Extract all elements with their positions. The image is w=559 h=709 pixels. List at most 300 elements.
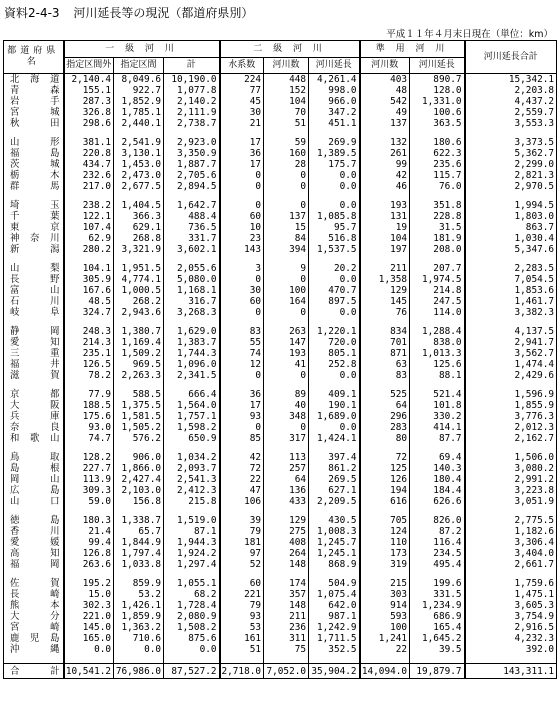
prefecture-name: 京都 — [4, 389, 64, 400]
table-cell: 381.1 — [64, 137, 114, 148]
spacer-cell — [264, 507, 309, 515]
table-row — [4, 148, 557, 159]
table-row — [4, 622, 557, 633]
table-cell: 195.2 — [64, 578, 114, 589]
table-cell: 414.1 — [410, 422, 465, 433]
table-cell: 3,051.9 — [465, 496, 557, 507]
table-cell: 63 — [360, 359, 410, 370]
spacer-cell — [4, 381, 64, 389]
table-cell: 115.7 — [410, 170, 465, 181]
table-cell: 2,916.5 — [465, 622, 557, 633]
table-cell: 269.5 — [309, 474, 360, 485]
table-cell: 7,052.0 — [264, 664, 309, 679]
table-cell: 19,879.7 — [410, 664, 465, 679]
table-cell: 1,338.7 — [114, 515, 164, 526]
table-cell: 0 — [220, 181, 264, 192]
table-cell: 42 — [220, 452, 264, 463]
table-cell: 1,389.5 — [309, 148, 360, 159]
prefecture-name: 滋賀 — [4, 370, 64, 381]
table-cell: 23 — [220, 233, 264, 244]
table-cell: 351.8 — [410, 200, 465, 211]
table-cell: 87,527.2 — [164, 664, 220, 679]
table-cell: 720.0 — [309, 337, 360, 348]
table-cell: 126.5 — [64, 359, 114, 370]
table-cell: 0 — [264, 170, 309, 181]
prefecture-name: 山口 — [4, 496, 64, 507]
table-cell: 626.6 — [410, 496, 465, 507]
table-row — [4, 170, 557, 181]
table-cell: 28 — [264, 159, 309, 170]
table-cell: 125.6 — [410, 359, 465, 370]
spacer-cell — [64, 381, 114, 389]
table-row — [4, 633, 557, 644]
table-cell: 129 — [264, 515, 309, 526]
table-cell: 1,426.1 — [114, 600, 164, 611]
prefecture-name: 三重 — [4, 348, 64, 359]
table-cell: 1,759.6 — [465, 578, 557, 589]
spacer-cell — [114, 570, 164, 578]
table-cell: 1,008.3 — [309, 526, 360, 537]
spacer-cell — [220, 507, 264, 515]
table-cell: 83 — [220, 326, 264, 337]
table-cell: 650.9 — [164, 433, 220, 444]
table-cell: 283 — [360, 422, 410, 433]
table-row — [4, 222, 557, 233]
table-cell: 1,033.8 — [114, 559, 164, 570]
table-cell: 2,427.4 — [114, 474, 164, 485]
table-cell: 107.4 — [64, 222, 114, 233]
table-cell: 268.2 — [114, 296, 164, 307]
document-title-text: 河川延長等の現況（都道府県別） — [73, 6, 254, 20]
table-cell: 199.6 — [410, 578, 465, 589]
table-cell: 2,209.5 — [309, 496, 360, 507]
table-cell: 2,775.5 — [465, 515, 557, 526]
table-cell: 15 — [264, 222, 309, 233]
table-cell: 2,111.9 — [164, 107, 220, 118]
table-cell: 0 — [220, 170, 264, 181]
prefecture-name: 徳島 — [4, 515, 64, 526]
table-cell: 1,169.4 — [114, 337, 164, 348]
spacer-cell — [410, 444, 465, 452]
table-cell: 221.0 — [64, 611, 114, 622]
spacer-cell — [465, 507, 557, 515]
table-cell: 30 — [220, 107, 264, 118]
table-row — [4, 515, 557, 526]
table-cell: 1,785.1 — [114, 107, 164, 118]
group-spacer — [4, 129, 557, 137]
table-cell: 51 — [264, 118, 309, 129]
table-cell: 1,581.5 — [114, 411, 164, 422]
table-cell: 4,137.5 — [465, 326, 557, 337]
table-row — [4, 263, 557, 274]
table-cell: 76.0 — [410, 181, 465, 192]
table-row — [4, 107, 557, 118]
table-cell: 616 — [360, 496, 410, 507]
spacer-cell — [64, 655, 114, 664]
header-class2: 二 級 河 川 — [220, 41, 360, 58]
spacer-cell — [360, 381, 410, 389]
table-cell: 2,821.3 — [465, 170, 557, 181]
spacer-cell — [264, 444, 309, 452]
table-cell: 126.8 — [64, 548, 114, 559]
table-cell: 180.4 — [410, 474, 465, 485]
table-cell: 161 — [220, 633, 264, 644]
spacer-cell — [114, 655, 164, 664]
table-cell: 2,162.7 — [465, 433, 557, 444]
table-row — [4, 452, 557, 463]
table-cell: 397.4 — [309, 452, 360, 463]
spacer-cell — [64, 129, 114, 137]
table-cell: 214.3 — [64, 337, 114, 348]
table-cell: 137 — [264, 211, 309, 222]
table-cell: 1,853.6 — [465, 285, 557, 296]
prefecture-name: 新潟 — [4, 244, 64, 255]
table-cell: 3,754.9 — [465, 611, 557, 622]
table-cell: 366.3 — [114, 211, 164, 222]
table-cell: 331.7 — [164, 233, 220, 244]
table-cell: 1,757.1 — [164, 411, 220, 422]
table-cell: 70 — [264, 107, 309, 118]
table-cell: 211 — [360, 263, 410, 274]
spacer-cell — [4, 444, 64, 452]
header-river-count: 河川数 — [264, 58, 309, 74]
table-cell: 2,103.0 — [114, 485, 164, 496]
table-cell: 174 — [264, 578, 309, 589]
prefecture-name: 神奈川 — [4, 233, 64, 244]
spacer-cell — [465, 570, 557, 578]
table-cell: 1,234.9 — [410, 600, 465, 611]
spacer-cell — [465, 192, 557, 200]
spacer-cell — [114, 444, 164, 452]
table-cell: 1,797.4 — [114, 548, 164, 559]
table-cell: 3,602.1 — [164, 244, 220, 255]
spacer-cell — [164, 381, 220, 389]
table-cell: 1,030.4 — [465, 233, 557, 244]
table-cell: 143 — [220, 244, 264, 255]
table-cell: 165.4 — [410, 622, 465, 633]
table-cell: 1,297.4 — [164, 559, 220, 570]
spacer-cell — [4, 570, 64, 578]
table-cell: 2,923.0 — [164, 137, 220, 148]
document-title — [4, 4, 253, 21]
table-row — [4, 474, 557, 485]
prefecture-name: 岐阜 — [4, 307, 64, 318]
table-cell: 263 — [264, 326, 309, 337]
table-cell: 128.2 — [64, 452, 114, 463]
table-cell: 451.1 — [309, 118, 360, 129]
table-cell: 75 — [264, 644, 309, 655]
table-cell: 2,055.6 — [164, 263, 220, 274]
table-cell: 1,077.8 — [164, 85, 220, 96]
table-row — [4, 118, 557, 129]
table-cell: 20.2 — [309, 263, 360, 274]
table-cell: 248.3 — [64, 326, 114, 337]
spacer-cell — [465, 255, 557, 263]
spacer-cell — [114, 192, 164, 200]
table-cell: 348 — [264, 411, 309, 422]
prefecture-name: 福島 — [4, 148, 64, 159]
table-cell: 309.3 — [64, 485, 114, 496]
table-cell: 838.0 — [410, 337, 465, 348]
table-cell: 252.8 — [309, 359, 360, 370]
spacer-cell — [114, 318, 164, 326]
table-cell: 861.2 — [309, 463, 360, 474]
document-number: 資料2-4-3 — [4, 6, 60, 20]
table-cell: 193 — [360, 200, 410, 211]
table-cell: 1,034.2 — [164, 452, 220, 463]
table-cell: 0 — [264, 181, 309, 192]
table-cell: 408 — [264, 537, 309, 548]
prefecture-name: 鳥取 — [4, 452, 64, 463]
table-row — [4, 422, 557, 433]
table-cell: 85 — [220, 433, 264, 444]
spacer-cell — [360, 655, 410, 664]
spacer-cell — [220, 129, 264, 137]
table-cell: 1,220.1 — [309, 326, 360, 337]
table-cell: 0.0 — [309, 200, 360, 211]
table-cell: 100 — [360, 622, 410, 633]
table-cell: 3,268.3 — [164, 307, 220, 318]
table-cell: 1,598.2 — [164, 422, 220, 433]
spacer-cell — [4, 192, 64, 200]
table-cell: 317 — [264, 433, 309, 444]
table-cell: 30 — [220, 285, 264, 296]
table-cell: 164 — [264, 296, 309, 307]
table-cell: 235.6 — [410, 159, 465, 170]
group-spacer — [4, 255, 557, 263]
table-cell: 152 — [264, 85, 309, 96]
table-cell: 409.1 — [309, 389, 360, 400]
table-cell: 0.0 — [309, 370, 360, 381]
table-cell: 736.5 — [164, 222, 220, 233]
table-cell: 969.5 — [114, 359, 164, 370]
table-cell: 80 — [360, 433, 410, 444]
prefecture-name: 愛知 — [4, 337, 64, 348]
table-cell: 1,564.0 — [164, 400, 220, 411]
table-cell: 805.1 — [309, 348, 360, 359]
table-cell: 268.8 — [114, 233, 164, 244]
spacer-cell — [264, 129, 309, 137]
table-cell: 686.9 — [410, 611, 465, 622]
spacer-cell — [465, 444, 557, 452]
table-cell: 627.1 — [309, 485, 360, 496]
table-cell: 87.7 — [410, 433, 465, 444]
table-row — [4, 526, 557, 537]
prefecture-name: 岩手 — [4, 96, 64, 107]
prefecture-name: 兵庫 — [4, 411, 64, 422]
table-cell: 101.8 — [410, 400, 465, 411]
prefecture-name: 群馬 — [4, 181, 64, 192]
table-cell: 148 — [264, 559, 309, 570]
table-cell: 0 — [264, 307, 309, 318]
table-cell: 184.4 — [410, 485, 465, 496]
table-cell: 3,553.3 — [465, 118, 557, 129]
prefecture-name: 長野 — [4, 274, 64, 285]
table-cell: 132 — [360, 137, 410, 148]
spacer-cell — [360, 570, 410, 578]
spacer-cell — [309, 129, 360, 137]
table-cell: 129 — [360, 285, 410, 296]
spacer-cell — [360, 507, 410, 515]
table-cell: 53.2 — [114, 589, 164, 600]
spacer-cell — [164, 570, 220, 578]
table-cell: 363.5 — [410, 118, 465, 129]
table-cell: 4,261.4 — [309, 74, 360, 86]
header-subtotal: 計 — [164, 58, 220, 74]
spacer-cell — [410, 255, 465, 263]
spacer-cell — [309, 381, 360, 389]
table-cell: 15,342.1 — [465, 74, 557, 86]
table-cell: 64 — [360, 400, 410, 411]
prefecture-name: 福岡 — [4, 559, 64, 570]
table-cell: 588.5 — [114, 389, 164, 400]
table-cell: 871 — [360, 348, 410, 359]
header-total: 河川延長合計 — [465, 41, 557, 74]
table-cell: 470.7 — [309, 285, 360, 296]
table-cell: 2,559.7 — [465, 107, 557, 118]
spacer-cell — [264, 255, 309, 263]
spacer-cell — [4, 318, 64, 326]
table-row — [4, 359, 557, 370]
table-row — [4, 326, 557, 337]
table-cell: 208.0 — [410, 244, 465, 255]
table-cell: 220.8 — [64, 148, 114, 159]
table-cell: 2,894.5 — [164, 181, 220, 192]
prefecture-name: 広島 — [4, 485, 64, 496]
table-cell: 1,866.0 — [114, 463, 164, 474]
table-cell: 227.7 — [64, 463, 114, 474]
prefecture-name: 佐賀 — [4, 578, 64, 589]
table-cell: 1,994.5 — [465, 200, 557, 211]
prefecture-name: 栃木 — [4, 170, 64, 181]
spacer-cell — [64, 255, 114, 263]
table-cell: 331.5 — [410, 589, 465, 600]
spacer-cell — [465, 318, 557, 326]
table-cell: 701 — [360, 337, 410, 348]
table-cell: 1,000.5 — [114, 285, 164, 296]
table-cell: 593 — [360, 611, 410, 622]
table-cell: 0 — [220, 307, 264, 318]
group-spacer — [4, 570, 557, 578]
table-cell: 104 — [264, 96, 309, 107]
spacer-cell — [4, 129, 64, 137]
table-cell: 2,093.7 — [164, 463, 220, 474]
table-cell: 1,331.0 — [410, 96, 465, 107]
table-cell: 3,321.9 — [114, 244, 164, 255]
table-row — [4, 400, 557, 411]
spacer-cell — [410, 655, 465, 664]
table-cell: 1,859.9 — [114, 611, 164, 622]
spacer-cell — [360, 255, 410, 263]
table-cell: 181.9 — [410, 233, 465, 244]
header-river-systems: 水系数 — [220, 58, 264, 74]
table-cell: 234.5 — [410, 548, 465, 559]
as-of-note: 平成１１年４月末日現在（単位：km） — [386, 29, 553, 40]
table-row — [4, 589, 557, 600]
table-cell: 97 — [220, 548, 264, 559]
table-cell: 31.5 — [410, 222, 465, 233]
spacer-cell — [220, 192, 264, 200]
table-cell: 35,904.2 — [309, 664, 360, 679]
table-cell: 434.7 — [64, 159, 114, 170]
table-cell: 10,190.0 — [164, 74, 220, 86]
table-row — [4, 433, 557, 444]
table-cell: 448 — [264, 74, 309, 86]
table-cell: 2,341.5 — [164, 370, 220, 381]
table-cell: 1,642.7 — [164, 200, 220, 211]
spacer-cell — [164, 192, 220, 200]
table-cell: 1,689.0 — [309, 411, 360, 422]
table-cell: 1,537.5 — [309, 244, 360, 255]
table-cell: 666.4 — [164, 389, 220, 400]
table-cell: 1,924.2 — [164, 548, 220, 559]
table-cell: 0 — [264, 422, 309, 433]
table-cell: 3,350.9 — [164, 148, 220, 159]
prefecture-name: 沖縄 — [4, 644, 64, 655]
table-cell: 834 — [360, 326, 410, 337]
table-cell: 232.6 — [64, 170, 114, 181]
table-row — [4, 389, 557, 400]
spacer-cell — [4, 507, 64, 515]
table-row — [4, 274, 557, 285]
table-cell: 2,080.9 — [164, 611, 220, 622]
table-cell: 330.2 — [410, 411, 465, 422]
table-cell: 316.7 — [164, 296, 220, 307]
table-cell: 1,887.7 — [164, 159, 220, 170]
table-cell: 10,541.2 — [64, 664, 114, 679]
table-cell: 60 — [220, 578, 264, 589]
prefecture-name: 福井 — [4, 359, 64, 370]
table-cell: 0 — [220, 370, 264, 381]
table-cell: 1,245.1 — [309, 548, 360, 559]
table-cell: 106 — [220, 496, 264, 507]
prefecture-name: 石川 — [4, 296, 64, 307]
spacer-cell — [4, 255, 64, 263]
table-row — [4, 611, 557, 622]
prefecture-name: 奈良 — [4, 422, 64, 433]
table-cell: 235.1 — [64, 348, 114, 359]
prefecture-name: 愛媛 — [4, 537, 64, 548]
table-cell: 296 — [360, 411, 410, 422]
table-cell: 922.7 — [114, 85, 164, 96]
table-cell: 0 — [264, 274, 309, 285]
table-cell: 22 — [360, 644, 410, 655]
table-cell: 4,232.3 — [465, 633, 557, 644]
table-cell: 1,951.5 — [114, 263, 164, 274]
table-cell: 2,140.2 — [164, 96, 220, 107]
table-cell: 875.6 — [164, 633, 220, 644]
table-cell: 9 — [264, 263, 309, 274]
table-cell: 89 — [264, 389, 309, 400]
table-cell: 1,475.1 — [465, 589, 557, 600]
table-cell: 0 — [220, 274, 264, 285]
table-row — [4, 233, 557, 244]
table-cell: 3,562.7 — [465, 348, 557, 359]
table-cell: 190.1 — [309, 400, 360, 411]
table-cell: 311 — [264, 633, 309, 644]
table-cell: 3,223.8 — [465, 485, 557, 496]
table-cell: 868.9 — [309, 559, 360, 570]
spacer-cell — [114, 129, 164, 137]
prefecture-name: 東京 — [4, 222, 64, 233]
table-cell: 2,412.3 — [164, 485, 220, 496]
table-cell: 93 — [220, 611, 264, 622]
table-cell: 99 — [360, 159, 410, 170]
table-cell: 87.2 — [410, 526, 465, 537]
table-cell: 0 — [220, 422, 264, 433]
prefecture-name: 大分 — [4, 611, 64, 622]
prefecture-name: 島根 — [4, 463, 64, 474]
